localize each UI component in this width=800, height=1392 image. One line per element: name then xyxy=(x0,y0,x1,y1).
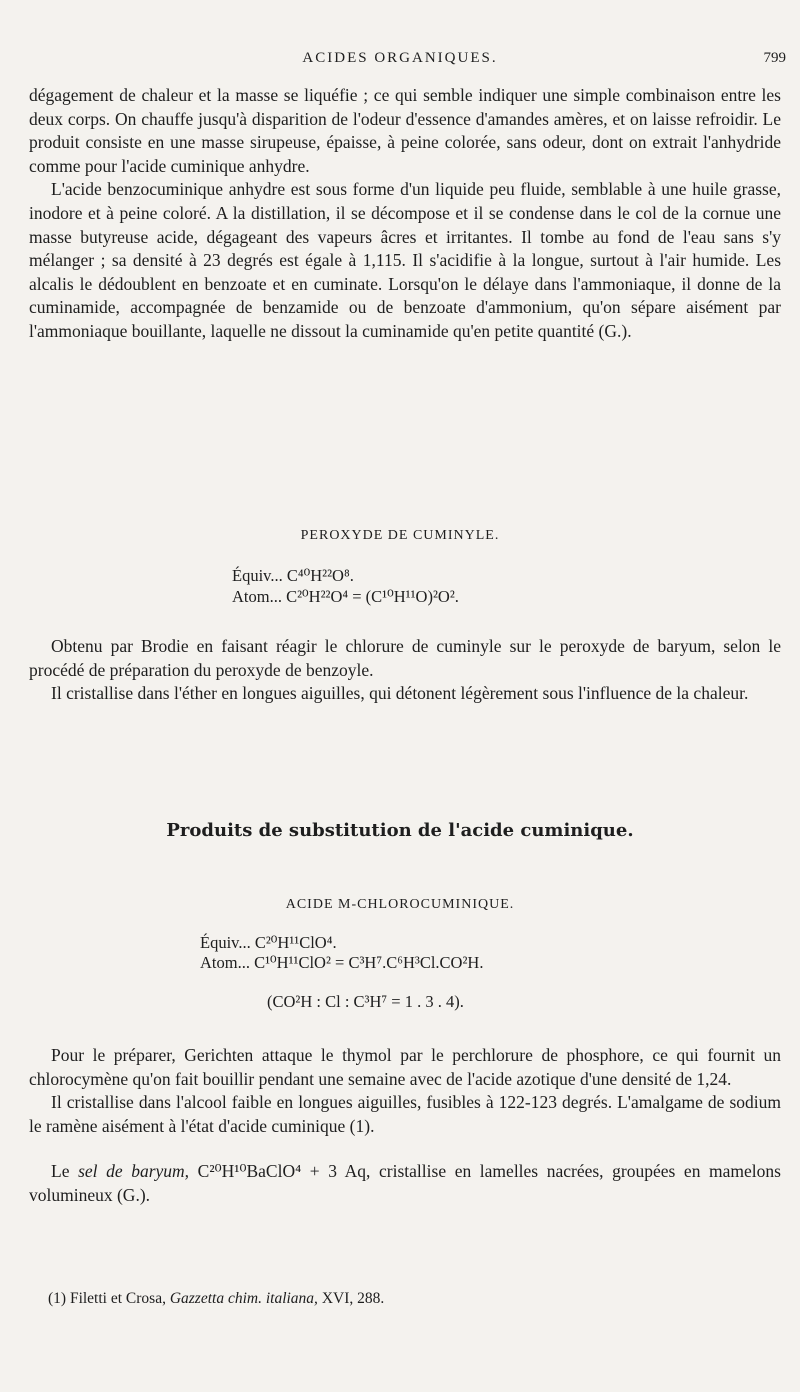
paragraph-6: Il cristallise dans l'alcool faible en longues aiguilles, fusibles à 122-123 degrés. L'amalgame de sodium le ramène aisément à l'état d'acide cuminique (1). xyxy=(29,1092,781,1136)
section-title-chloro: ACIDE M-CHLOROCUMINIQUE. xyxy=(285,897,515,912)
paragraph-1: dégagement de chaleur et la masse se liquéfie ; ce qui semble indiquer une simple combinaison entre les deux corps. On chauffe jusqu'à disparition de l'odeur d'essence d'amandes amères, et on laisse refroidir. Le produit consiste en une masse sirupeuse, épaisse, à peine colorée, sans odeur, dont on extrait l'anhydride comme pour l'acide cuminique anhydre. xyxy=(29,85,781,176)
running-head: ACIDES ORGANIQUES. xyxy=(302,50,498,66)
formula-atom: Atom... C¹⁰H¹¹ClO² = C³H⁷.C⁶H³Cl.CO²H. xyxy=(200,953,484,972)
formula-equiv: Équiv... C⁴⁰H²²O⁸. xyxy=(232,566,354,585)
paragraph-4: Il cristallise dans l'éther en longues aiguilles, qui détonent légèrement sous l'influence de la chaleur. xyxy=(51,683,749,704)
paragraph-2: L'acide benzocuminique anhydre est sous forme d'un liquide peu fluide, semblable à une huile grasse, inodore et à peine coloré. A la distillation, il se décompose et il se condense dans le col de la cornue une masse butyreuse acide, dégageant des vapeurs âcres et irritantes. Il tombe au fond de l'eau sans s'y mélanger ; sa densité à 23 degrés est égale à 1,115. Il s'acidifie à la longue, surtout à l'air humide. Les alcalis le dédoublent en benzoate et en cuminate. Lorsqu'on le délaye dans l'ammoniaque, il donne de la cuminamide, accompagnée de benzamide ou de benzoate d'ammonium, qu'on sépare aisément par l'ammoniaque bouillante, laquelle ne dissout la cuminamide qu'en petite quantité (G.). xyxy=(29,179,781,341)
section-heading: Produits de substitution de l'acide cuminique. xyxy=(166,820,634,841)
section-title-peroxyde: PEROXYDE DE CUMINYLE. xyxy=(300,528,500,543)
footnote-ref: XVI, 288. xyxy=(317,1290,385,1307)
page-number: 799 xyxy=(763,50,786,66)
formula-ratio: (CO²H : Cl : C³H⁷ = 1 . 3 . 4). xyxy=(267,992,464,1011)
formula-block-peroxyde xyxy=(232,565,459,607)
paragraph-3: Obtenu par Brodie en faisant réagir le chlorure de cuminyle sur le peroxyde de baryum, selon le procédé de préparation du peroxyde de benzoyle. xyxy=(29,636,781,680)
footnote-journal: Gazzetta chim. italiana, xyxy=(169,1290,318,1307)
intro-text xyxy=(29,84,781,344)
paragraph-7 xyxy=(29,1160,781,1207)
formula-atom: Atom... C²⁰H²²O⁴ = (C¹⁰H¹¹O)²O². xyxy=(232,587,459,606)
sel-rest: C²⁰H¹⁰BaClO⁴ + 3 Aq, cristallise en lamelles nacrées, groupées en mamelons volumineux (G.). xyxy=(29,1161,781,1205)
formula-block-chloro xyxy=(200,933,483,973)
peroxyde-text xyxy=(29,635,781,706)
formula-equiv: Équiv... C²⁰H¹¹ClO⁴. xyxy=(200,933,337,952)
sel-italic: sel de baryum, xyxy=(78,1161,190,1182)
paragraph-5: Pour le préparer, Gerichten attaque le thymol par le perchlorure de phosphore, ce qui fournit un chlorocymène qu'on fait bouillir pendant une semaine avec de l'acide azotique d'une densité de 1,24. xyxy=(29,1045,781,1089)
chloro-text xyxy=(29,1044,781,1208)
footnote xyxy=(48,1290,384,1308)
sel-prefix: Le xyxy=(51,1161,79,1182)
footnote-marker: (1) Filetti et Crosa, xyxy=(48,1290,170,1307)
